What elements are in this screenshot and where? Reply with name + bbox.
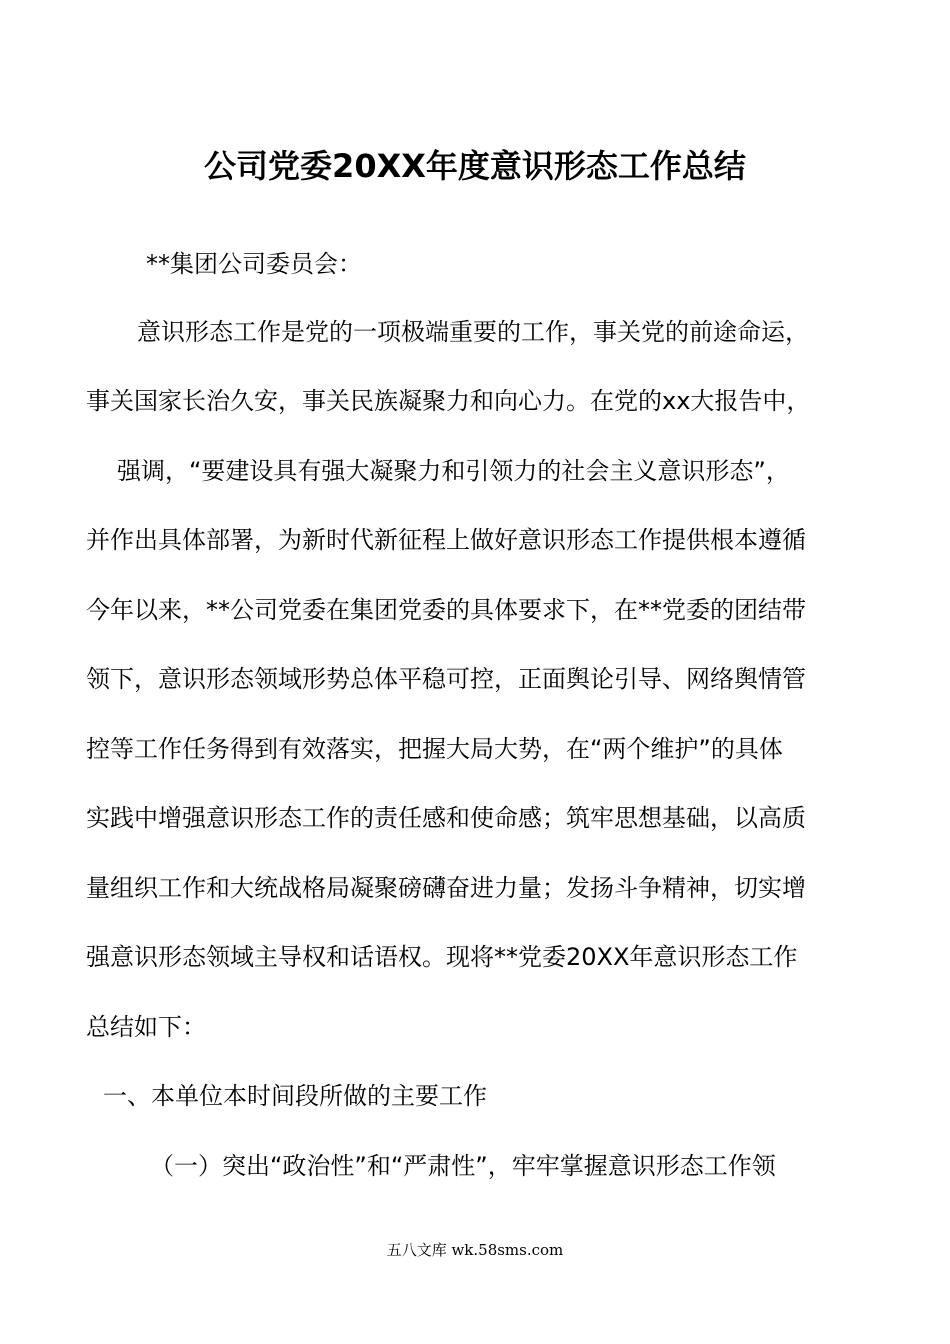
body-line-5: 今年以来，**公司党委在集团党委的具体要求下，在**党委的团结带	[86, 596, 806, 624]
salutation: **集团公司委员会：	[146, 250, 362, 278]
body-line-9: 量组织工作和大统战格局凝聚磅礴奋进力量；发扬斗争精神，切实增	[86, 874, 806, 902]
body-line-8: 实践中增强意识形态工作的责任感和使命感；筑牢思想基础，以高质	[86, 804, 806, 832]
document-title: 公司党委20XX年度意识形态工作总结	[204, 147, 746, 185]
body-line-6: 领下，意识形态领域形势总体平稳可控，正面舆论引导、网络舆情管	[86, 665, 806, 693]
body-line-3: 强调，“要建设具有强大凝聚力和引领力的社会主义意识形态”，	[117, 457, 790, 485]
body-line-2: 事关国家长治久安，事关民族凝聚力和向心力。在党的xx大报告中，	[86, 387, 811, 415]
body-line-7: 控等工作任务得到有效落实，把握大局大势，在“两个维护”的具体	[86, 735, 783, 763]
footer-watermark: 五八文库 wk.58sms.com	[386, 1241, 564, 1259]
body-line-1: 意识形态工作是党的一项极端重要的工作，事关党的前途命运，	[137, 318, 809, 346]
section-heading: 一、本单位本时间段所做的主要工作	[103, 1082, 487, 1110]
body-line-10: 强意识形态领域主导权和话语权。现将**党委20XX年意识形态工作	[86, 943, 798, 971]
body-line-11: 总结如下：	[86, 1013, 206, 1041]
subsection-heading: （一）突出“政治性”和“严肃性”，牢牢掌握意识形态工作领	[150, 1152, 776, 1180]
body-line-4: 并作出具体部署，为新时代新征程上做好意识形态工作提供根本遵循	[86, 526, 806, 554]
